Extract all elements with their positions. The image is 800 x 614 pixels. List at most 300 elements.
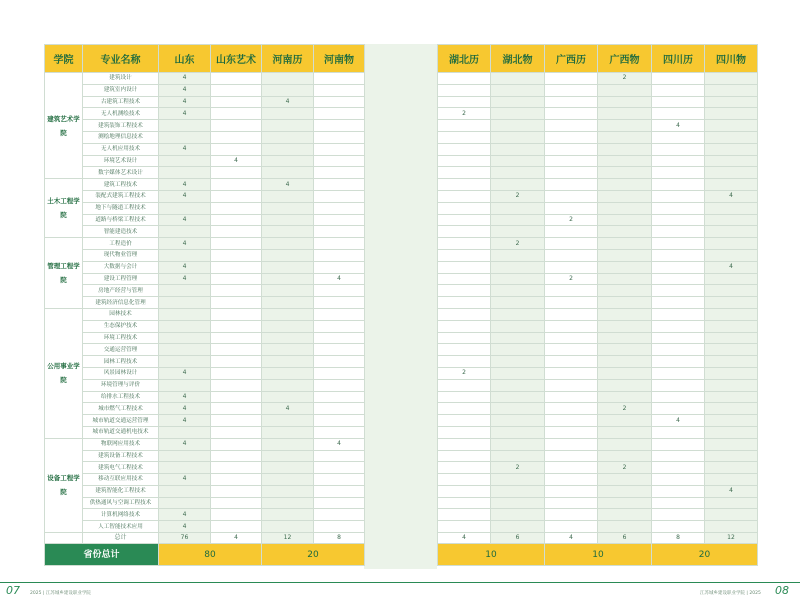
quota-cell [598,84,652,96]
total-cell: 4 [211,533,262,544]
column-header: 湖北历 [438,45,491,73]
quota-cell [314,96,365,108]
table-row [438,521,758,533]
quota-cell [705,73,758,85]
quota-cell [262,462,314,474]
quota-cell [438,485,491,497]
quota-cell [545,356,598,368]
quota-cell [705,96,758,108]
table-row [45,332,365,344]
quota-cell [598,450,652,462]
quota-cell [262,474,314,486]
quota-cell [314,367,365,379]
column-header: 河南历 [262,45,314,73]
quota-cell [438,497,491,509]
quota-cell [314,332,365,344]
quota-cell [491,214,545,226]
major-name: 园林技术 [83,308,159,320]
major-name: 供热通风与空调工程技术 [83,497,159,509]
quota-cell [545,249,598,261]
quota-cell [262,285,314,297]
total-label: 总计 [83,533,159,544]
quota-cell [438,84,491,96]
quota-cell [598,485,652,497]
total-blank [45,533,83,544]
quota-cell [314,356,365,368]
quota-cell [598,497,652,509]
quota-cell [314,497,365,509]
table-row [45,438,365,450]
quota-cell [705,426,758,438]
quota-cell [438,379,491,391]
quota-cell [262,297,314,309]
quota-cell [262,120,314,132]
major-name: 计算机网络技术 [83,509,159,521]
quota-cell [438,179,491,191]
total-cell: 6 [598,533,652,544]
quota-cell [491,297,545,309]
quota-cell: 2 [598,462,652,474]
quota-cell: 4 [314,273,365,285]
quota-cell [211,474,262,486]
quota-cell: 4 [159,179,211,191]
quota-cell [705,297,758,309]
table-row [438,308,758,320]
quota-cell [652,356,705,368]
quota-cell [545,403,598,415]
quota-cell [262,73,314,85]
quota-cell [545,332,598,344]
table-row [45,238,365,250]
major-name: 城市轨道交通机电技术 [83,426,159,438]
quota-cell [705,285,758,297]
table-row [438,426,758,438]
quota-cell [545,179,598,191]
quota-cell [598,332,652,344]
quota-cell [314,450,365,462]
quota-cell [491,73,545,85]
quota-cell [598,344,652,356]
quota-cell [491,143,545,155]
quota-cell [211,167,262,179]
quota-cell [652,190,705,202]
quota-cell [491,84,545,96]
total-cell: 8 [314,533,365,544]
quota-cell [545,202,598,214]
major-name: 建筑设备工程技术 [83,450,159,462]
quota-cell [314,167,365,179]
quota-cell: 4 [159,143,211,155]
quota-cell [598,167,652,179]
total-cell: 12 [262,533,314,544]
quota-cell [652,297,705,309]
major-name: 交通运营管理 [83,344,159,356]
major-name: 城市轨道交通运营管理 [83,415,159,427]
quota-cell [491,261,545,273]
column-header: 广西历 [545,45,598,73]
quota-cell [598,261,652,273]
major-name: 建筑经济信息化管理 [83,297,159,309]
quota-cell [598,356,652,368]
table-row [438,344,758,356]
total-cell: 6 [491,533,545,544]
table-row [438,332,758,344]
quota-cell [314,403,365,415]
quota-cell [159,450,211,462]
quota-cell [211,450,262,462]
quota-cell [438,273,491,285]
quota-cell [491,131,545,143]
quota-cell [438,285,491,297]
college-name: 公用事业学院 [45,308,83,438]
province-total-label: 省份总计 [45,544,159,566]
table-row [438,261,758,273]
quota-cell [652,426,705,438]
quota-cell [491,521,545,533]
quota-cell [652,497,705,509]
quota-cell [262,308,314,320]
quota-cell [705,415,758,427]
quota-cell: 4 [159,238,211,250]
quota-cell [545,391,598,403]
quota-cell: 4 [159,73,211,85]
quota-cell [705,131,758,143]
quota-cell [262,238,314,250]
major-name: 工程造价 [83,238,159,250]
major-name: 测绘地理信息技术 [83,131,159,143]
quota-cell [314,320,365,332]
quota-cell [438,249,491,261]
quota-cell [262,497,314,509]
table-row [438,214,758,226]
table-row [438,474,758,486]
quota-cell [211,120,262,132]
quota-cell [598,521,652,533]
table-row [45,143,365,155]
province-total-cell: 10 [545,544,652,566]
quota-cell [545,344,598,356]
quota-cell [705,403,758,415]
quota-cell [705,155,758,167]
quota-cell [438,261,491,273]
quota-cell [262,450,314,462]
quota-cell [438,450,491,462]
quota-cell [211,297,262,309]
quota-cell [491,356,545,368]
quota-cell [545,285,598,297]
quota-cell [491,226,545,238]
table-row [45,509,365,521]
quota-cell [652,202,705,214]
quota-cell [262,367,314,379]
quota-cell [314,462,365,474]
table-row [438,108,758,120]
right-header-row [438,45,758,73]
table-row [45,84,365,96]
quota-cell [159,379,211,391]
quota-cell [705,273,758,285]
quota-cell [438,426,491,438]
table-row [45,474,365,486]
quota-cell [262,273,314,285]
quota-cell [314,190,365,202]
left-enrollment-table [44,44,365,566]
quota-cell [652,521,705,533]
quota-cell [491,285,545,297]
quota-cell [545,261,598,273]
quota-cell: 4 [262,96,314,108]
total-cell: 8 [652,533,705,544]
quota-cell [491,108,545,120]
quota-cell [438,391,491,403]
quota-cell [211,308,262,320]
quota-cell [705,226,758,238]
quota-cell [705,320,758,332]
quota-cell [314,155,365,167]
quota-cell: 4 [705,190,758,202]
quota-cell [652,308,705,320]
table-row [45,179,365,191]
quota-cell [545,84,598,96]
major-name: 大数据与会计 [83,261,159,273]
quota-cell [545,474,598,486]
quota-cell [491,426,545,438]
quota-cell [438,297,491,309]
quota-cell [314,415,365,427]
quota-cell [438,190,491,202]
quota-cell: 2 [598,403,652,415]
quota-cell [159,426,211,438]
quota-cell: 4 [159,367,211,379]
quota-cell [211,108,262,120]
quota-cell [545,415,598,427]
quota-cell [262,131,314,143]
quota-cell [211,367,262,379]
quota-cell [314,426,365,438]
quota-cell [262,249,314,261]
quota-cell [652,391,705,403]
quota-cell [438,238,491,250]
quota-cell [262,332,314,344]
table-row [45,167,365,179]
quota-cell [545,167,598,179]
quota-cell [159,167,211,179]
quota-cell: 2 [545,214,598,226]
column-header: 山东 [159,45,211,73]
quota-cell [159,131,211,143]
quota-cell [545,438,598,450]
quota-cell [314,73,365,85]
quota-cell [211,344,262,356]
quota-cell [438,96,491,108]
quota-cell [491,202,545,214]
quota-cell: 4 [159,261,211,273]
quota-cell: 4 [705,485,758,497]
quota-cell [652,485,705,497]
quota-cell [652,285,705,297]
quota-cell [598,108,652,120]
quota-cell [262,214,314,226]
quota-cell: 4 [159,474,211,486]
quota-cell [438,521,491,533]
table-row [45,308,365,320]
quota-cell [211,356,262,368]
quota-cell [262,167,314,179]
footer-text-right: 江苏城乡建设职业学院 | 2025 [700,591,761,596]
quota-cell [438,332,491,344]
quota-cell [211,462,262,474]
quota-cell [211,379,262,391]
quota-cell [438,308,491,320]
quota-cell [262,356,314,368]
quota-cell [438,509,491,521]
quota-cell [545,73,598,85]
quota-cell [211,214,262,226]
quota-cell: 4 [159,391,211,403]
major-name: 无人机应用技术 [83,143,159,155]
total-row [45,533,365,544]
quota-cell: 4 [314,438,365,450]
quota-cell [598,367,652,379]
quota-cell [491,497,545,509]
column-header: 广西物 [598,45,652,73]
quota-cell [314,179,365,191]
quota-cell [314,131,365,143]
quota-cell [262,190,314,202]
quota-cell [314,84,365,96]
table-row [438,450,758,462]
quota-cell [545,462,598,474]
quota-cell [491,403,545,415]
quota-cell [314,297,365,309]
table-row [45,190,365,202]
quota-cell [211,320,262,332]
table-row [45,379,365,391]
quota-cell [438,131,491,143]
table-row [45,297,365,309]
major-name: 建筑电气工程技术 [83,462,159,474]
quota-cell [159,155,211,167]
major-name: 现代物业管理 [83,249,159,261]
quota-cell [314,474,365,486]
quota-cell [598,509,652,521]
table-row [438,403,758,415]
quota-cell [705,332,758,344]
quota-cell [211,332,262,344]
quota-cell [652,261,705,273]
quota-cell [211,179,262,191]
quota-cell [598,415,652,427]
major-name: 建筑工程技术 [83,179,159,191]
table-row [45,131,365,143]
quota-cell [491,96,545,108]
quota-cell [314,485,365,497]
quota-cell [598,120,652,132]
table-row [45,202,365,214]
total-row [438,533,758,544]
quota-cell [211,226,262,238]
quota-cell [262,509,314,521]
major-name: 房地产经营与管理 [83,285,159,297]
quota-cell [211,509,262,521]
major-name: 道路与桥梁工程技术 [83,214,159,226]
quota-cell [598,297,652,309]
major-name: 数字媒体艺术设计 [83,167,159,179]
quota-cell [652,403,705,415]
center-gutter [364,44,437,569]
quota-cell [211,96,262,108]
quota-cell [211,403,262,415]
quota-cell [652,438,705,450]
province-total-cell: 20 [652,544,758,566]
quota-cell [598,226,652,238]
quota-cell [652,179,705,191]
quota-cell [705,356,758,368]
quota-cell [545,96,598,108]
table-row [45,462,365,474]
quota-cell [545,108,598,120]
quota-cell [314,308,365,320]
footer-text-left: 2025 | 江苏城乡建设职业学院 [30,591,91,596]
table-row [438,509,758,521]
quota-cell [652,226,705,238]
quota-cell: 2 [598,73,652,85]
quota-cell [262,426,314,438]
quota-cell [314,249,365,261]
table-row [438,238,758,250]
quota-cell [545,155,598,167]
quota-cell [262,143,314,155]
total-cell: 4 [438,533,491,544]
quota-cell [159,497,211,509]
major-name: 智能建造技术 [83,226,159,238]
quota-cell [705,202,758,214]
quota-cell [545,238,598,250]
total-cell: 12 [705,533,758,544]
quota-cell [211,438,262,450]
table-row [438,356,758,368]
quota-cell: 2 [491,462,545,474]
quota-cell [598,320,652,332]
table-row [45,120,365,132]
quota-cell [491,155,545,167]
quota-cell: 4 [159,214,211,226]
page-number-left: 07 [6,584,20,597]
quota-cell: 4 [262,179,314,191]
quota-cell [598,143,652,155]
major-name: 地下与隧道工程技术 [83,202,159,214]
quota-cell [491,474,545,486]
quota-cell [314,285,365,297]
quota-cell [314,214,365,226]
quota-cell [314,521,365,533]
major-name: 环境艺术设计 [83,155,159,167]
quota-cell [314,226,365,238]
quota-cell: 4 [159,509,211,521]
quota-cell [262,261,314,273]
table-row [438,462,758,474]
column-header: 河南物 [314,45,365,73]
quota-cell [159,308,211,320]
quota-cell [491,308,545,320]
table-row [438,155,758,167]
table-row [45,415,365,427]
quota-cell [262,379,314,391]
table-row [45,261,365,273]
quota-cell [314,261,365,273]
table-row [45,273,365,285]
quota-cell: 4 [211,155,262,167]
